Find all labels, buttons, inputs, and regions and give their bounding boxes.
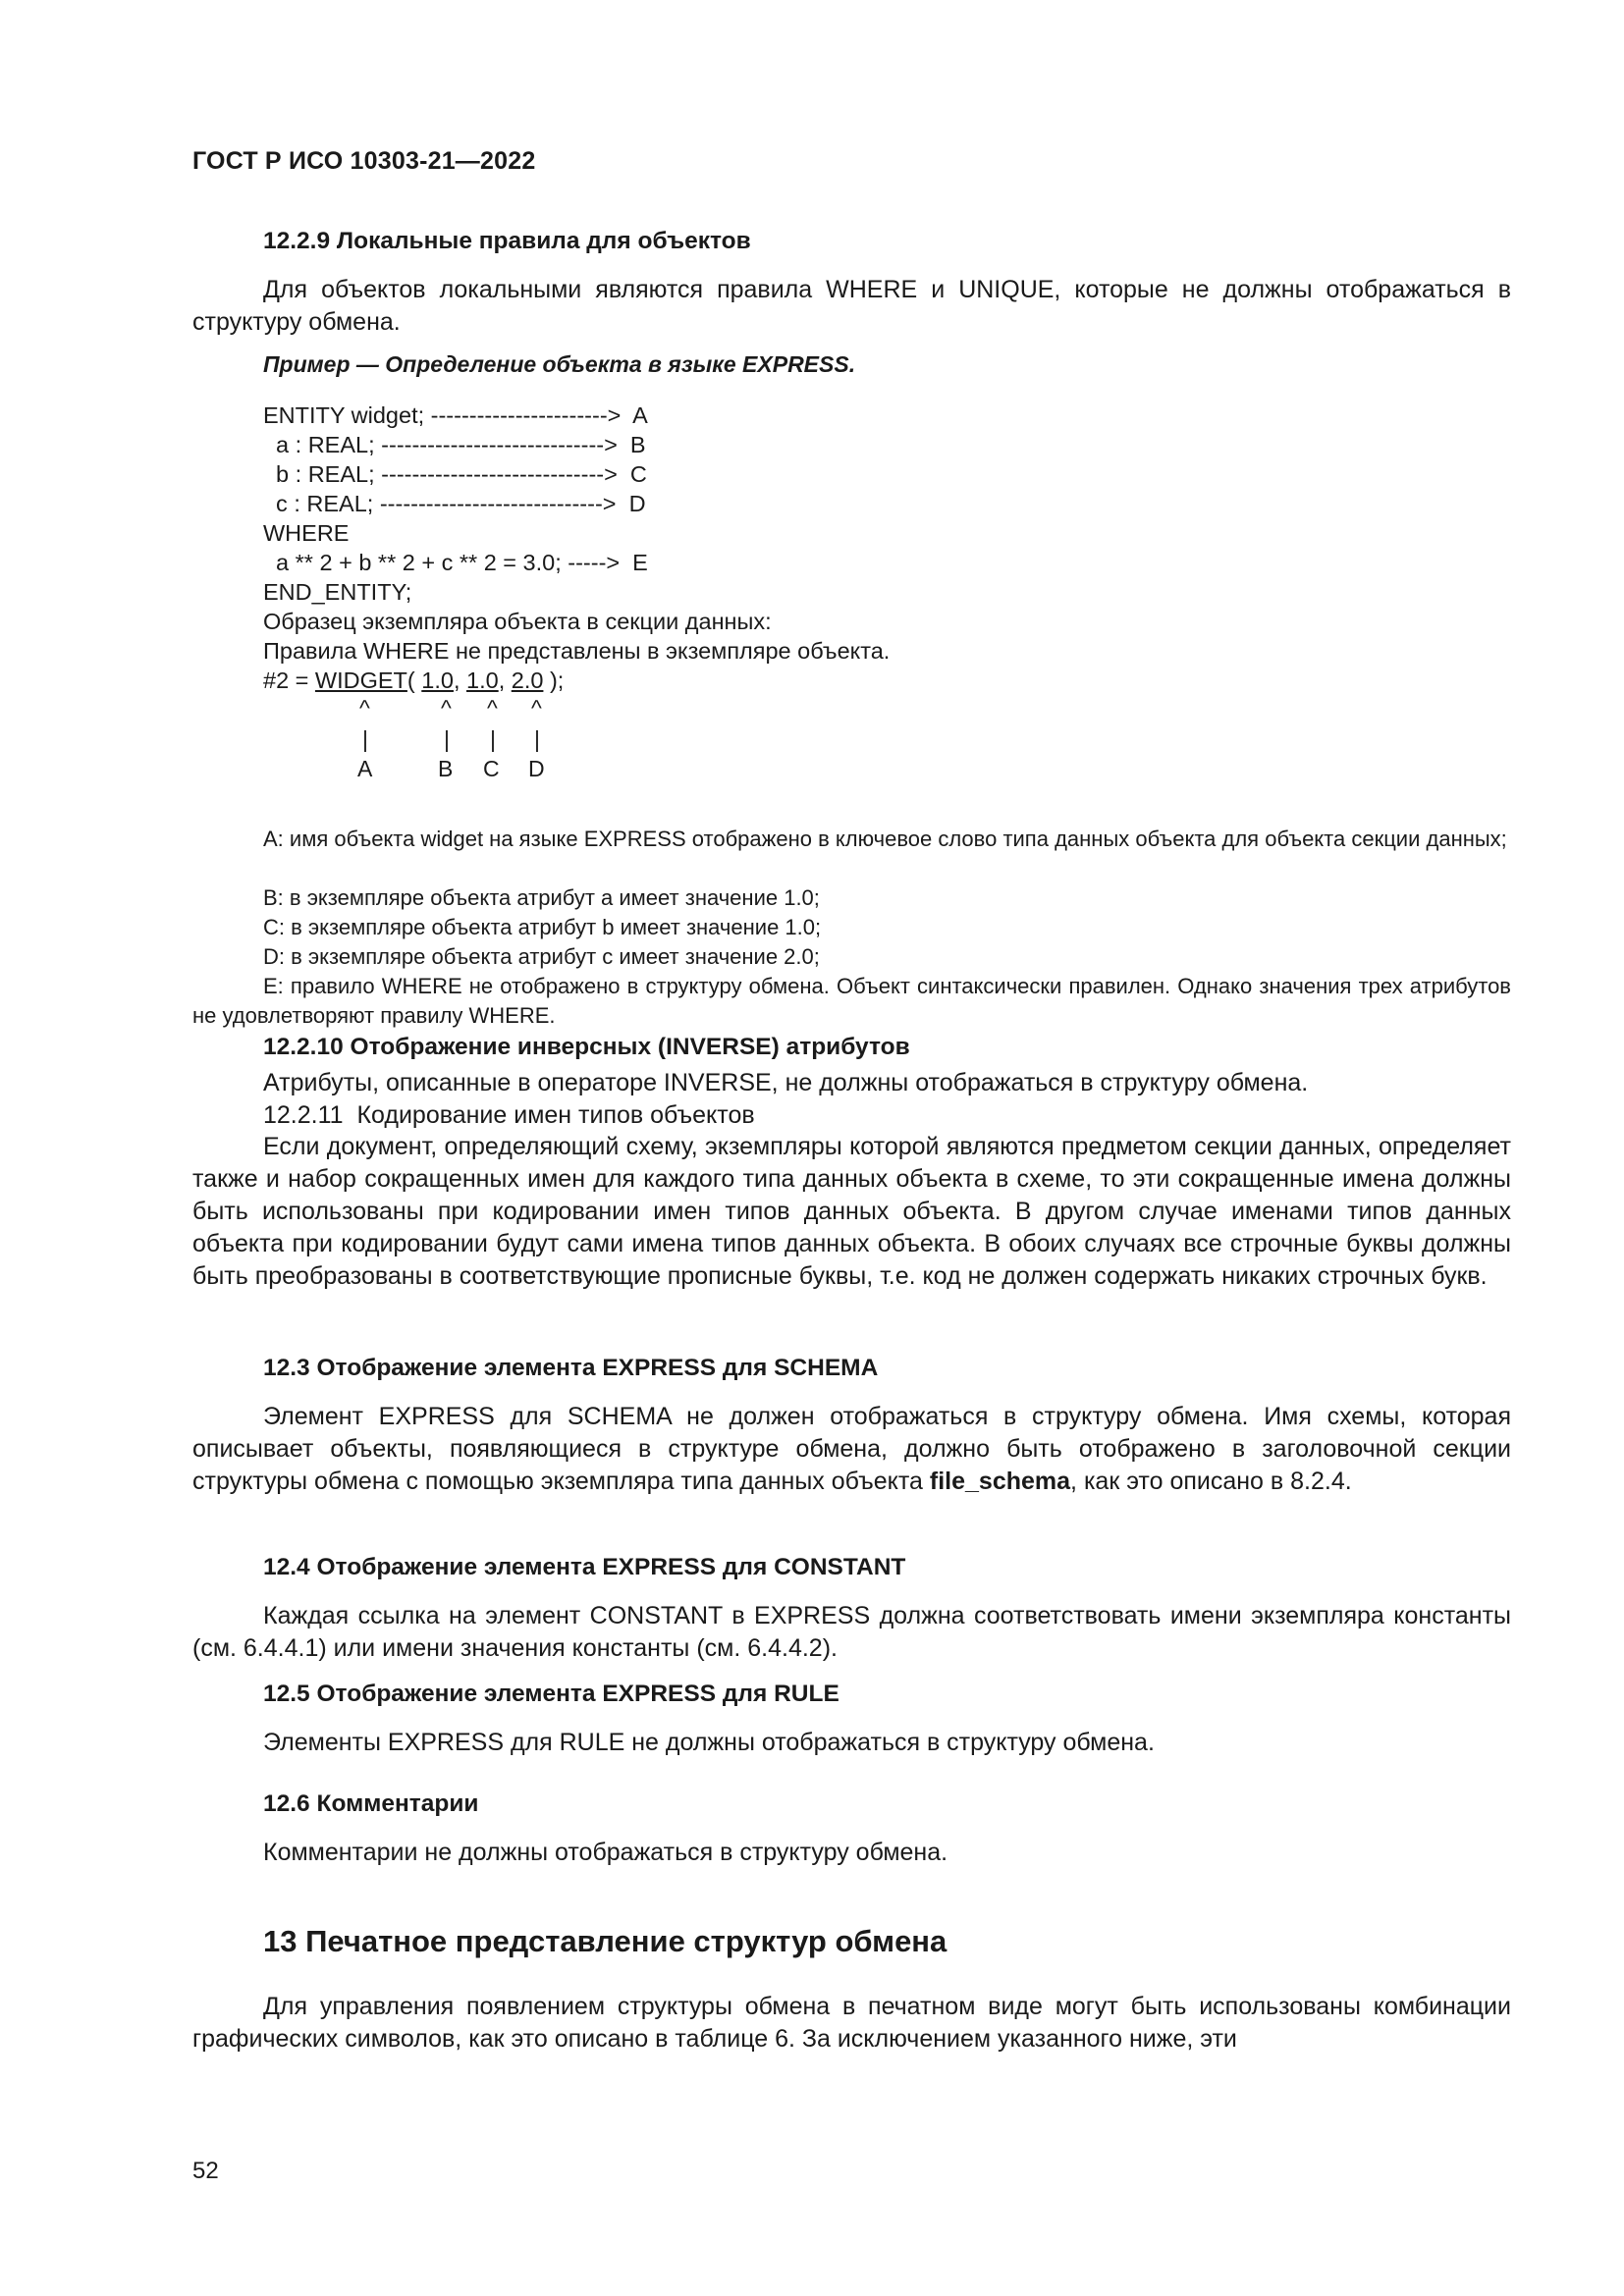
- instance-close: );: [543, 667, 565, 693]
- page-number: 52: [192, 2158, 219, 2184]
- bar-a: |: [362, 726, 368, 752]
- label-b: B: [438, 756, 454, 781]
- code-line-4: c : REAL; -----------------------------> D: [263, 491, 646, 516]
- section-13-title: 13 Печатное представление структур обмена: [263, 1924, 947, 1958]
- section-12-6-title: 12.6 Комментарии: [263, 1790, 479, 1817]
- label-d: D: [528, 756, 545, 781]
- code-line-6: a ** 2 + b ** 2 + c ** 2 = 3.0; -----> E: [263, 550, 648, 575]
- code-line-7: END_ENTITY;: [263, 579, 412, 605]
- code-line-1: ENTITY widget; -----------------------> A: [263, 402, 648, 428]
- code-line-9: Правила WHERE не представлены в экземпляре объекта.: [263, 638, 891, 664]
- code-line-3: b : REAL; -----------------------------> C: [263, 461, 647, 487]
- caret-a: ^: [359, 695, 370, 721]
- section-12-6-text: Комментарии не должны отображаться в структуру обмена.: [263, 1839, 948, 1866]
- file-schema-term: file_schema: [929, 1468, 1071, 1495]
- code-line-5: WHERE: [263, 520, 350, 546]
- instance-value-1: 1.0: [421, 667, 454, 693]
- section-12-3-text: Элемент EXPRESS для SCHEMA не должен отображаться в структуру обмена. Имя схемы, которая описывает объекты, появляющиеся в структуре обмена, должно быть отображено в заголовочной секции структуры обмена с помощью экземпляра типа данных объекта file_schema, как это описано в 8.2.4.: [192, 1403, 1511, 1495]
- section-12-5-text: Элементы EXPRESS для RULE не должны отображаться в структуру обмена.: [263, 1729, 1155, 1756]
- caret-c: ^: [487, 695, 498, 721]
- instance-value-3: 2.0: [511, 667, 544, 693]
- bar-d: |: [534, 726, 540, 752]
- example-title: Пример — Определение объекта в языке EXPRESS.: [263, 351, 856, 377]
- label-c: C: [483, 756, 500, 781]
- caret-b: ^: [441, 695, 452, 721]
- section-12-2-9-text: Для объектов локальными являются правила WHERE и UNIQUE, которые не должны отображаться в структуру обмена.: [192, 276, 1511, 336]
- bar-c: |: [490, 726, 496, 752]
- section-12-2-10-text: Атрибуты, описанные в операторе INVERSE, не должны отображаться в структуру обмена.: [263, 1069, 1309, 1096]
- bar-b: |: [444, 726, 450, 752]
- code-line-2: a : REAL; -----------------------------> B: [263, 432, 646, 457]
- section-12-5-title: 12.5 Отображение элемента EXPRESS для RULE: [263, 1681, 839, 1707]
- instance-name: WIDGET: [314, 667, 407, 693]
- section-12-4-title: 12.4 Отображение элемента EXPRESS для CONSTANT: [263, 1554, 906, 1580]
- document-header: ГОСТ Р ИСО 10303-21—2022: [192, 147, 536, 175]
- code-line-8: Образец экземпляра объекта в секции данных:: [263, 609, 772, 634]
- instance-value-2: 1.0: [466, 667, 499, 693]
- note-a: A: имя объекта widget на языке EXPRESS отображено в ключевое слово типа данных объекта для объекта секции данных;: [263, 827, 1507, 851]
- note-c: C: в экземпляре объекта атрибут b имеет значение 1.0;: [263, 915, 822, 939]
- note-d: D: в экземпляре объекта атрибут c имеет значение 2.0;: [263, 944, 820, 969]
- section-12-3-title: 12.3 Отображение элемента EXPRESS для SCHEMA: [263, 1355, 879, 1381]
- instance-prefix: #2 =: [263, 667, 315, 693]
- section-12-2-9-title: 12.2.9 Локальные правила для объектов: [263, 228, 751, 254]
- section-13-text: Для управления появлением структуры обмена в печатном виде могут быть использованы комбинации графических символов, как это описано в таблице 6. За исключением указанного ниже, эти: [192, 1993, 1511, 2053]
- label-a: A: [357, 756, 373, 781]
- section-12-2-11-title: 12.2.11 Кодирование имен типов объектов: [263, 1101, 755, 1129]
- section-12-4-text: Каждая ссылка на элемент CONSTANT в EXPRESS должна соответствовать имени экземпляра константы (см. 6.4.4.1) или имени значения константы (см. 6.4.4.2).: [192, 1602, 1511, 1662]
- instance-line: #2 = WIDGET( 1.0, 1.0, 2.0 );: [263, 667, 565, 693]
- caret-d: ^: [531, 695, 542, 721]
- instance-open: (: [406, 667, 422, 693]
- note-e: E: правило WHERE не отображено в структуру обмена. Объект синтаксически правилен. Однако значения трех атрибутов не удовлетворяют правилу WHERE.: [192, 974, 1511, 1028]
- note-b: B: в экземпляре объекта атрибут a имеет значение 1.0;: [263, 885, 820, 910]
- section-12-2-10-title: 12.2.10 Отображение инверсных (INVERSE) атрибутов: [263, 1034, 910, 1060]
- section-12-2-11-text: Если документ, определяющий схему, экземпляры которой являются предметом секции данных, определяет также и набор сокращенных имен для каждого типа данных объекта в схеме, то эти сокращенные имена должны быть использованы при кодировании имен типов данных объекта. В другом случае именами типов данных объекта при кодировании будут сами имена типов данных объекта. В обоих случаях все строчные буквы должны быть преобразованы в соответствующие прописные буквы, т.е. код не должен содержать никаких строчных букв.: [192, 1133, 1511, 1290]
